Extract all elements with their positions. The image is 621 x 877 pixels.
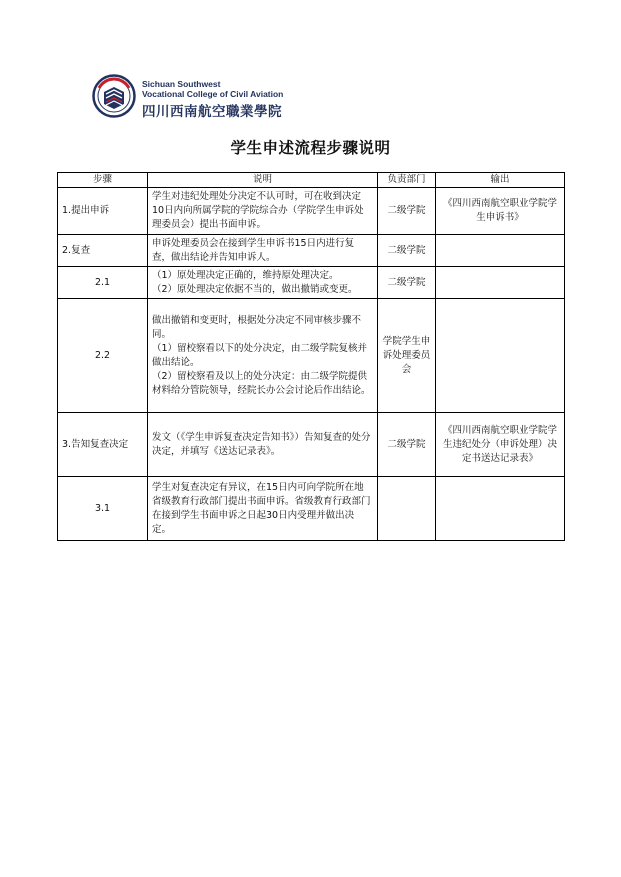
desc-paragraph: （1）原处理决定正确的，维持原处理决定。 xyxy=(152,269,339,281)
desc-paragraph: （2）原处理决定依据不当的，做出撤销或变更。 xyxy=(152,283,358,295)
document-title: 学生申述流程步骤说明 xyxy=(230,139,391,157)
header-owner: 负责部门 xyxy=(378,173,436,188)
row-owner xyxy=(378,477,436,541)
logo-english-line1: Sichuan Southwest xyxy=(142,79,221,89)
row-desc xyxy=(148,299,378,413)
desc-paragraph: 做出撤销和变更时，根据处分决定不同审核步骤不同。 xyxy=(152,314,362,340)
logo-chinese-name: 四川西南航空職業學院 xyxy=(142,104,282,120)
table-header-row xyxy=(58,173,565,188)
row-owner: 二级学院 xyxy=(378,235,436,267)
row-output xyxy=(436,477,565,541)
desc-paragraph: 申诉处理委员会在接到学生申诉书15日内进行复查，做出结论并告知申诉人。 xyxy=(152,237,355,263)
row-desc xyxy=(148,267,378,299)
logo-english-line2: Vocational College of Civil Aviation xyxy=(142,89,284,99)
row-owner: 二级学院 xyxy=(378,188,436,235)
table-row xyxy=(58,267,565,299)
header-output: 输出 xyxy=(436,173,565,188)
college-logo xyxy=(92,74,292,122)
row-output: 《四川西南航空职业学院学生申诉书》 xyxy=(436,188,565,235)
row-output xyxy=(436,235,565,267)
row-desc xyxy=(148,413,378,477)
row-step: 1.提出申诉 xyxy=(58,188,148,235)
desc-paragraph: 学生对复查决定有异议，在15日内可向学院所在地省级教育行政部门提出书面申诉。省级教育行政部门在接到学生书面申诉之日起30日内受理并做出决定。 xyxy=(152,481,371,535)
row-desc xyxy=(148,188,378,235)
college-emblem-icon xyxy=(92,74,136,118)
desc-paragraph: 学生对违纪处理处分决定不认可时，可在收到决定10日内向所属学院的学院综合办（学院学生申诉处理委员会）提出书面申诉。 xyxy=(152,191,364,230)
desc-paragraph: （2）留校察看及以上的处分决定：由二级学院提供材料给分管院领导，经院长办公会讨论后作出结论。 xyxy=(152,370,371,396)
row-owner: 学院学生申诉处理委员会 xyxy=(378,299,436,413)
row-step: 3.告知复查决定 xyxy=(58,413,148,477)
appeal-process-table xyxy=(57,172,565,541)
row-output xyxy=(436,299,565,413)
header-desc: 说明 xyxy=(148,173,378,188)
table-row xyxy=(58,413,565,477)
header-step: 步骤 xyxy=(58,173,148,188)
table-row xyxy=(58,477,565,541)
row-output: 《四川西南航空职业学院学生违纪处分（申诉处理）决定书送达记录表》 xyxy=(436,413,565,477)
row-owner: 二级学院 xyxy=(378,267,436,299)
row-desc xyxy=(148,235,378,267)
desc-paragraph: （1）留校察看以下的处分决定，由二级学院复核并做出结论。 xyxy=(152,342,368,368)
row-step: 2.2 xyxy=(58,299,148,413)
row-owner: 二级学院 xyxy=(378,413,436,477)
desc-paragraph: 发文（《学生申诉复查决定告知书》）告知复查的处分决定，并填写《送达记录表》。 xyxy=(152,431,371,457)
table-row xyxy=(58,188,565,235)
table-row xyxy=(58,299,565,413)
row-step: 2.复查 xyxy=(58,235,148,267)
row-step: 2.1 xyxy=(58,267,148,299)
row-step: 3.1 xyxy=(58,477,148,541)
table-row xyxy=(58,235,565,267)
row-desc xyxy=(148,477,378,541)
row-output xyxy=(436,267,565,299)
